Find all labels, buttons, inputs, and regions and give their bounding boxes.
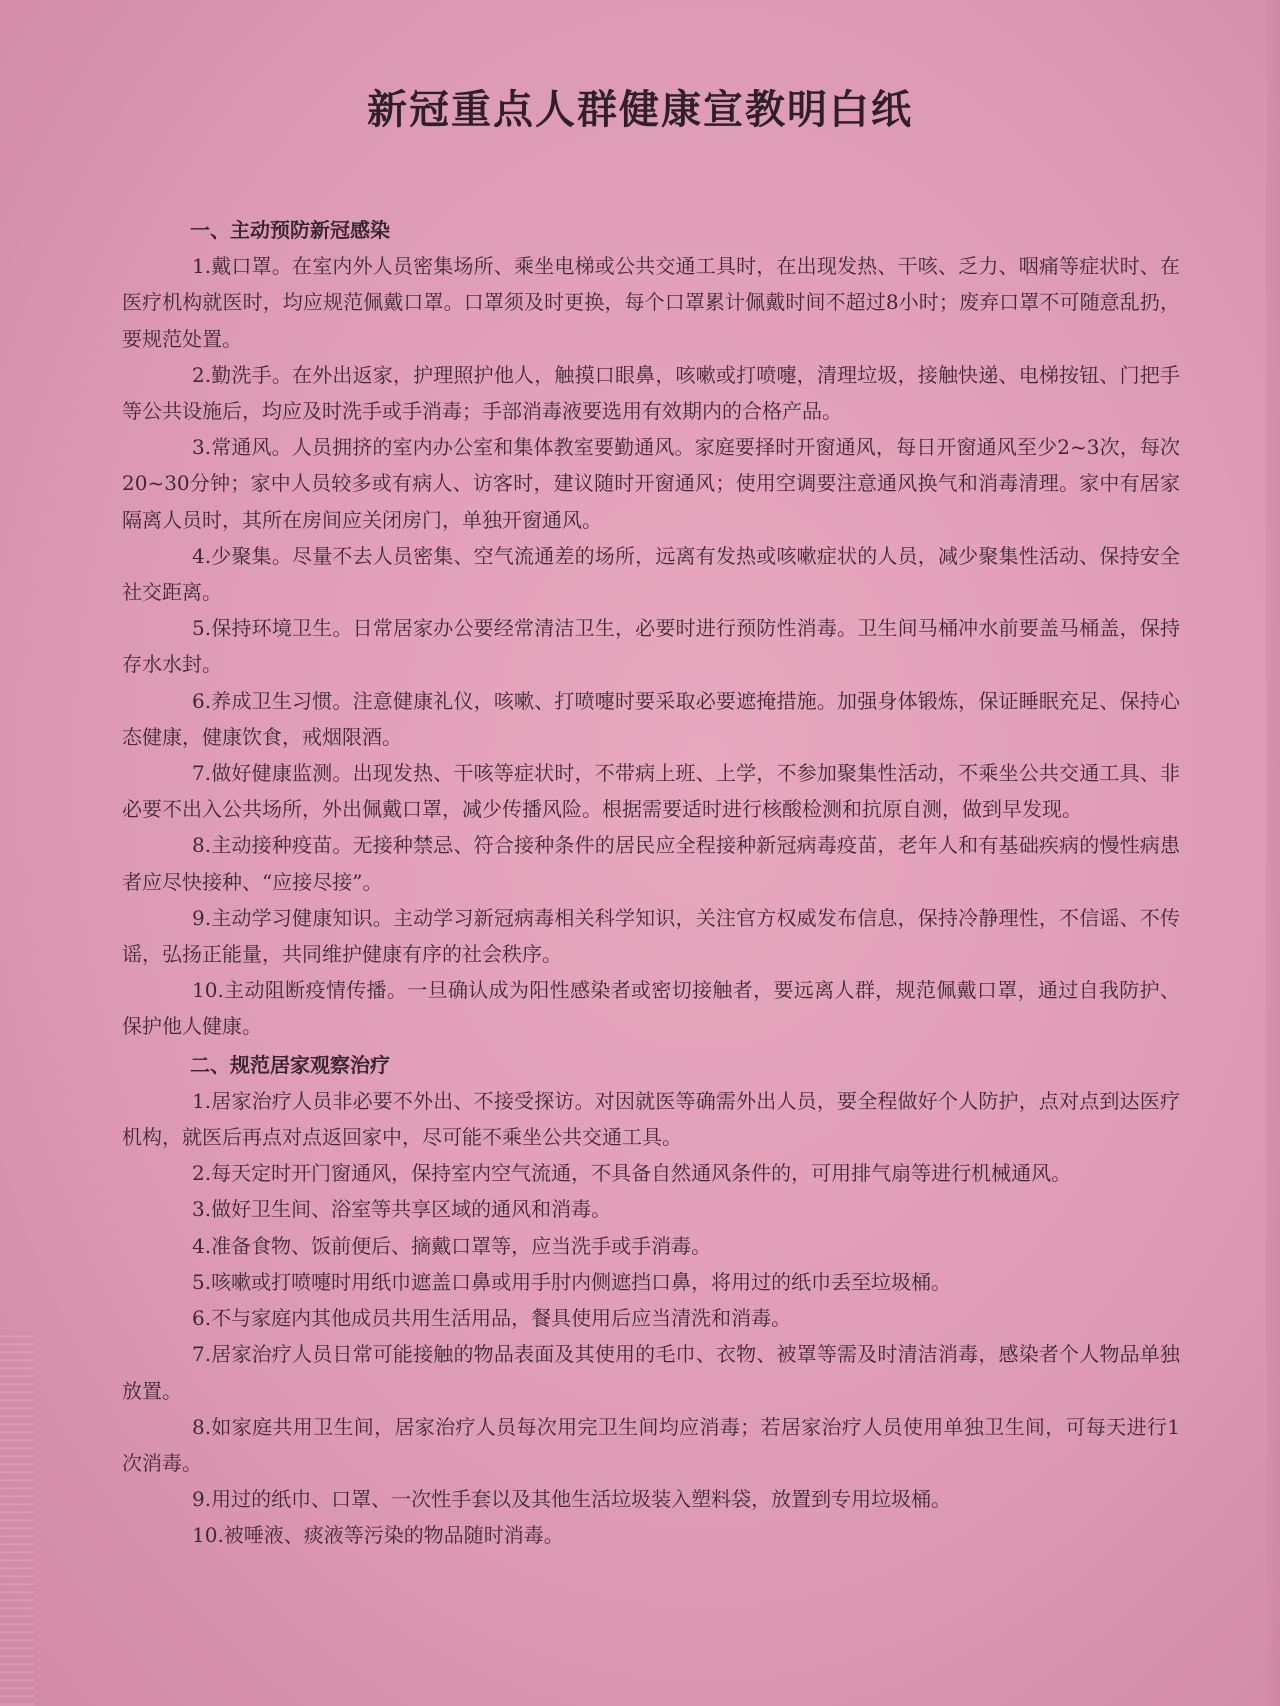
list-item: 9.主动学习健康知识。主动学习新冠病毒相关科学知识，关注官方权威发布信息，保持冷静理性，不信谣、不传谣，弘扬正能量，共同维护健康有序的社会秩序。	[122, 905, 1180, 967]
list-item: 10.主动阻断疫情传播。一旦确认成为阳性感染者或密切接触者，要远离人群，规范佩戴口罩，通过自我防护、保护他人健康。	[122, 978, 1180, 1039]
list-item: 10.被唾液、痰液等污染的物品随时消毒。	[192, 1523, 564, 1548]
list-item: 7.做好健康监测。出现发热、干咳等症状时，不带病上班、上学，不参加聚集性活动，不乘坐公共交通工具、非必要不出入公共场所，外出佩戴口罩，减少传播风险。根据需要适时进行核酸检测和抗原自测，做到早发现。	[122, 761, 1180, 822]
list-item: 7.居家治疗人员日常可能接触的物品表面及其使用的毛巾、衣物、被罩等需及时清洁消毒，感染者个人物品单独放置。	[122, 1342, 1180, 1403]
list-item: 2.每天定时开门窗通风，保持室内空气流通，不具备自然通风条件的，可用排气扇等进行机械通风。	[192, 1161, 1072, 1186]
section-heading: 一、主动预防新冠感染	[190, 218, 390, 242]
list-item: 2.勤洗手。在外出返家，护理照护他人，触摸口眼鼻，咳嗽或打喷嚏，清理垃圾，接触快递、电梯按钮、门把手等公共设施后，均应及时洗手或手消毒；手部消毒液要选用有效期内的合格产品。	[122, 362, 1180, 424]
stacked-page-edges	[0, 1330, 34, 1706]
list-item: 5.保持环境卫生。日常居家办公要经常清洁卫生，必要时进行预防性消毒。卫生间马桶冲水前要盖马桶盖，保持存水水封。	[122, 616, 1180, 677]
list-item: 3.常通风。人员拥挤的室内办公室和集体教室要勤通风。家庭要择时开窗通风，每日开窗通风至少2~3次，每次20~30分钟；家中人员较多或有病人、访客时，建议随时开窗通风；使用空调要注意通风换气和消毒清理。家中有居家隔离人员时，其所在房间应关闭房门，单独开窗通风。	[122, 435, 1180, 532]
section-heading: 二、规范居家观察治疗	[190, 1052, 390, 1077]
list-item: 4.少聚集。尽量不去人员密集、空气流通差的场所，远离有发热或咳嗽症状的人员，减少聚集性活动、保持安全社交距离。	[122, 543, 1180, 605]
list-item: 6.养成卫生习惯。注意健康礼仪，咳嗽、打喷嚏时要采取必要遮掩措施。加强身体锻炼，保证睡眠充足、保持心态健康，健康饮食，戒烟限酒。	[122, 688, 1180, 749]
list-item: 3.做好卫生间、浴室等共享区域的通风和消毒。	[192, 1197, 612, 1222]
list-item: 1.戴口罩。在室内外人员密集场所、乘坐电梯或公共交通工具时，在出现发热、干咳、乏力、咽痛等症状时、在医疗机构就医时，均应规范佩戴口罩。口罩须及时更换，每个口罩累计佩戴时间不超过8小时；废弃口罩不可随意乱扔，要规范处置。	[122, 254, 1180, 351]
document-title: 新冠重点人群健康宣教明白纸	[367, 86, 913, 133]
section-home-treatment	[122, 1047, 1180, 1554]
list-item: 4.准备食物、饭前便后、摘戴口罩等，应当洗手或手消毒。	[192, 1233, 712, 1258]
list-item: 8.主动接种疫苗。无接种禁忌、符合接种条件的居民应全程接种新冠病毒疫苗，老年人和有基础疾病的慢性病患者应尽快接种、“应接尽接”。	[122, 833, 1180, 894]
section-prevention	[122, 212, 1180, 1045]
list-item: 5.咳嗽或打喷嚏时用纸巾遮盖口鼻或用手肘内侧遮挡口鼻，将用过的纸巾丢至垃圾桶。	[192, 1269, 952, 1294]
list-item: 6.不与家庭内其他成员共用生活用品，餐具使用后应当清洗和消毒。	[192, 1306, 792, 1331]
list-item: 1.居家治疗人员非必要不外出、不接受探访。对因就医等确需外出人员，要全程做好个人防护，点对点到达医疗机构，就医后再点对点返回家中，尽可能不乘坐公共交通工具。	[122, 1088, 1180, 1150]
document-body	[122, 212, 1180, 1554]
list-item: 9.用过的纸巾、口罩、一次性手套以及其他生活垃圾装入塑料袋，放置到专用垃圾桶。	[192, 1487, 952, 1512]
page-shadow-edge	[1266, 0, 1280, 1706]
list-item: 8.如家庭共用卫生间，居家治疗人员每次用完卫生间均应消毒；若居家治疗人员使用单独卫生间，可每天进行1次消毒。	[122, 1414, 1180, 1475]
